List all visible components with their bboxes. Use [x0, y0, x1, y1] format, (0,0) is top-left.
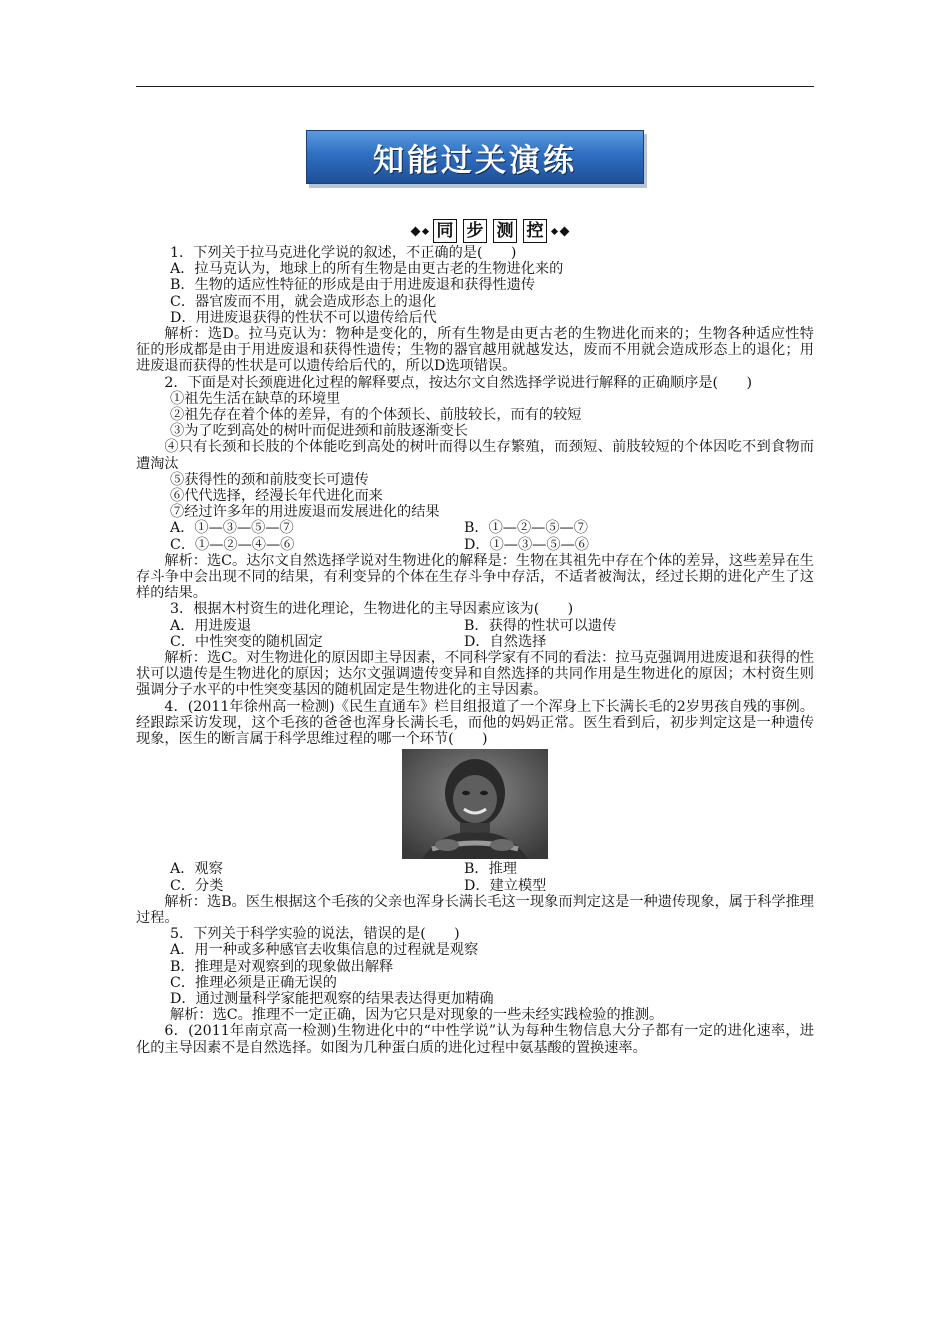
section-heading — [380, 218, 600, 244]
option-row — [136, 878, 814, 894]
point: ⑤获得性的颈和前肢变长可遗传 — [170, 471, 369, 488]
question-stem: 1．下列关于拉马克进化学说的叙述，不正确的是( ) — [170, 245, 517, 261]
question-stem: 2．下面是对长颈鹿进化过程的解释要点，按达尔文自然选择学说进行解释的正确顺序是( ) — [164, 374, 752, 391]
section-heading-char: 步 — [463, 219, 487, 243]
option: B．生物的适应性特征的形成是由于用进废退和获得性遗传 — [170, 277, 536, 294]
option: A．①—③—⑤—⑦ — [170, 520, 294, 537]
question-list — [136, 245, 814, 1056]
option: D．建立模型 — [464, 877, 547, 894]
analysis: 解析：选C。推理不一定正确，因为它只是对现象的一些未经实践检验的推测。 — [170, 1007, 664, 1024]
option: B．获得的性状可以遗传 — [464, 617, 617, 634]
analysis: 解析：选D。拉马克认为：物种是变化的，所有生物是由更古老的生物进化而来的；生物各种适应性特征的形成都是由于用进废退和获得性遗传；生物的器官越用就越发达，废而不用就会造成形态上的退化；用进废退而获得的性状是可以遗传给后代的，所以D选项错误。 — [136, 326, 814, 375]
section-heading-char: 控 — [523, 219, 547, 243]
option: A．拉马克认为，地球上的所有生物是由更古老的生物进化来的 — [170, 261, 564, 278]
diamond-icon — [551, 227, 558, 234]
diamond-icon — [422, 227, 429, 234]
option: A．用一种或多种感官去收集信息的过程就是观察 — [170, 942, 479, 959]
option: A．观察 — [170, 861, 223, 878]
analysis: 解析：选B。医生根据这个毛孩的父亲也浑身长满长毛这一现象而判定这是一种遗传现象，属于科学推理过程。 — [136, 893, 814, 926]
option-row — [136, 634, 814, 650]
option: C．器官废而不用，就会造成形态上的退化 — [170, 293, 437, 310]
analysis: 解析：选C。对生物进化的原因即主导因素，不同科学家有不同的看法：拉马克强调用进废退和获得的性状可以遗传是生物进化的原因；达尔文强调遗传变异和自然选择的共同作用是生物进化的原因；木村资生则强调分子水平的中性突变基因的随机固定是生物进化的主导因素。 — [136, 650, 814, 699]
point: ④只有长颈和长肢的个体能吃到高处的树叶而得以生存繁殖，而颈短、前肢较短的个体因吃不到食物而遭淘汰 — [136, 439, 814, 472]
question-stem: 5．下列关于科学实验的说法，错误的是( ) — [170, 926, 460, 943]
question-stem: 4．(2011年徐州高一检测)《民生直通车》栏目组报道了一个浑身上下长满长毛的2岁男孩自残的事例。经跟踪采访发现，这个毛孩的爸爸也浑身长满长毛，而他的妈妈正常。医生看到后，初步判定这是一种遗传现象，医生的断言属于科学思维过程的哪一个环节( ) — [136, 698, 814, 748]
option: D．用进废退获得的性状不可以遗传给后代 — [170, 309, 437, 326]
option: C．①—②—④—⑥ — [170, 536, 295, 553]
option: D．自然选择 — [464, 633, 547, 650]
option: D．①—③—⑤—⑥ — [464, 536, 589, 553]
analysis: 解析：选C。达尔文自然选择学说对生物进化的解释是：生物在其祖先中存在个体的差异，这些差异在生存斗争中会出现不同的结果，有利变异的个体在生存斗争中存活，不适者被淘汰，经过长期的进化产生了这样的结果。 — [136, 552, 814, 602]
section-heading-char: 同 — [433, 219, 457, 243]
point: ②祖先存在着个体的差异，有的个体颈长、前肢较长，而有的较短 — [170, 407, 582, 424]
option: B．①—②—⑤—⑦ — [464, 520, 588, 537]
header-rule — [136, 86, 814, 87]
option: B．推理是对观察到的现象做出解释 — [170, 958, 394, 975]
section-heading-char: 测 — [493, 219, 517, 243]
point: ⑥代代选择，经漫长年代进化而来 — [170, 488, 383, 505]
option: C．推理必须是正确无误的 — [170, 974, 337, 991]
point: ①祖先生活在缺草的环境里 — [170, 390, 341, 407]
option: A．用进废退 — [170, 617, 252, 634]
point: ③为了吃到高处的树叶而促进颈和前肢逐渐变长 — [170, 423, 468, 440]
option: C．中性突变的随机固定 — [170, 633, 323, 650]
option: D．通过测量科学家能把观察的结果表达得更加精确 — [170, 990, 494, 1007]
option-row — [136, 537, 814, 553]
option-row — [136, 861, 814, 877]
point: ⑦经过许多年的用进废退而发展进化的结果 — [170, 504, 440, 521]
photo-container — [136, 749, 814, 859]
option-row — [136, 618, 814, 634]
question-stem: 3．根据木村资生的进化理论，生物进化的主导因素应该为( ) — [170, 601, 574, 618]
option: B．推理 — [464, 861, 517, 878]
question-stem: 6．(2011年南京高一检测)生物进化中的“中性学说”认为每种生物信息大分子都有一定的进化速率，进化的主导因素不是自然选择。如图为几种蛋白质的进化过程中氨基酸的置换速率。 — [136, 1023, 814, 1056]
diamond-icon — [560, 226, 570, 236]
option-row — [136, 520, 814, 536]
banner-title: 知能过关演练 — [306, 130, 644, 184]
option: C．分类 — [170, 877, 224, 894]
diamond-icon — [411, 226, 421, 236]
hairy-boy-photo — [402, 749, 548, 859]
